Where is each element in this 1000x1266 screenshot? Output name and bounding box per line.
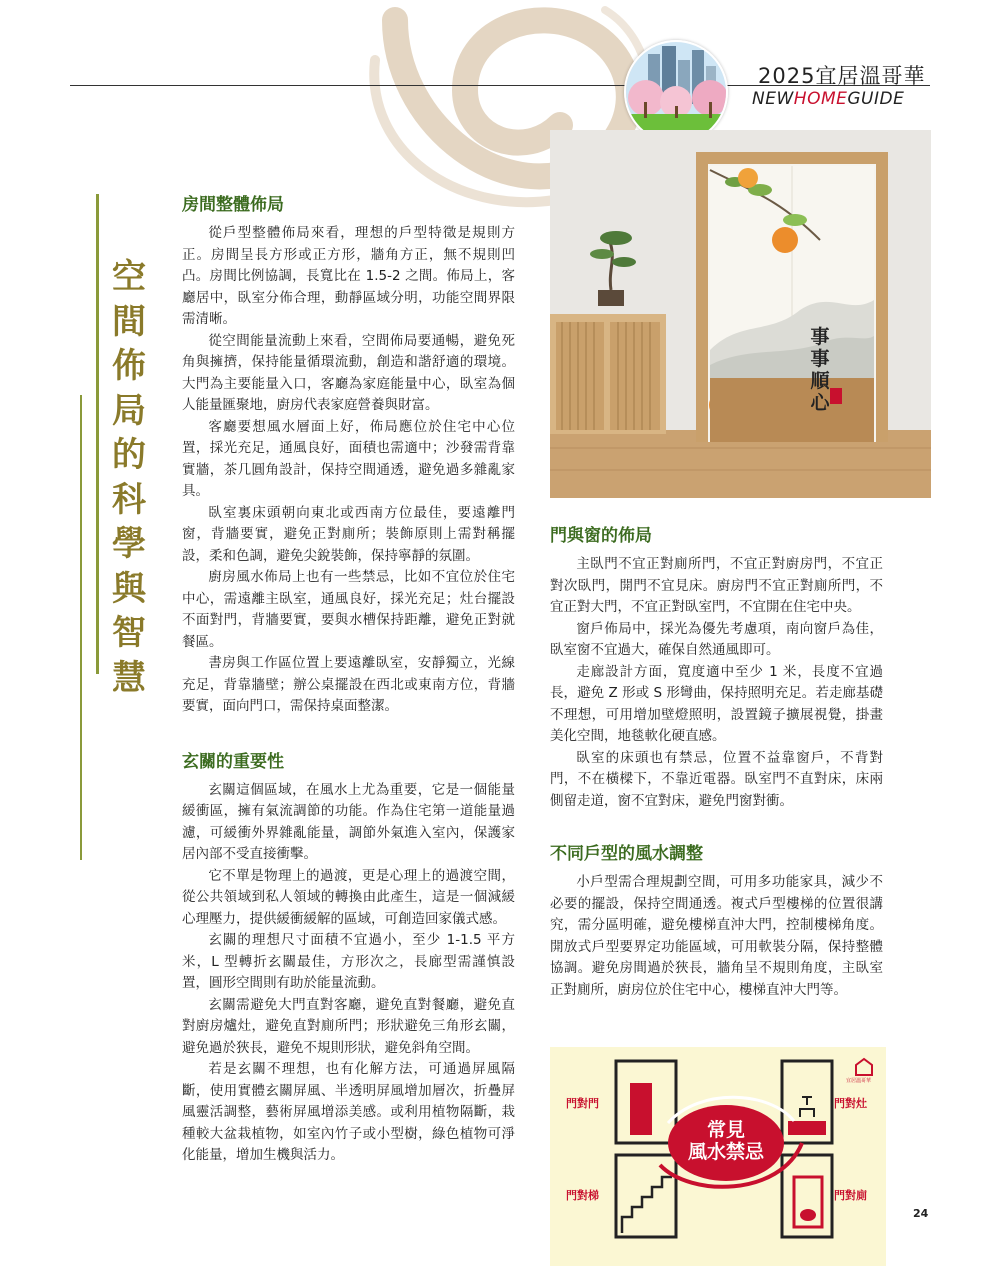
section-title-entrance: 玄關的重要性 [182, 751, 284, 772]
subtitle-home: HOME [793, 89, 848, 109]
paragraph: 玄關的理想尺寸面積不宜過小，至少 1-1.5 平方米，L 型轉折玄關最佳，方形次之，長廊型需謹慎設置，圓形空間則有助於能量流動。 [182, 932, 515, 991]
paragraph: 從戶型整體佈局來看，理想的戶型特徵是規則方正。房間呈長方形或正方形，牆角方正，無不規則凹凸。房間比例協調，長寬比在 1.5-2 之間。佈局上，客廳居中，臥室分佈合理，動靜區域分明，功能空間界限需清晰。 [182, 225, 515, 327]
subtitle-guide: GUIDE [847, 89, 905, 109]
header-city-photo [624, 40, 728, 144]
paragraph: 窗戶佈局中，採光為優先考慮項，南向窗戶為佳，臥室窗不宜過大，確保自然通風即可。 [550, 620, 883, 658]
doorway-curtain-photo [550, 130, 931, 498]
label-door-to-stove: 門對灶 [834, 1097, 867, 1110]
title-char: 空 [112, 257, 146, 297]
section-title-doors-windows: 門與窗的佈局 [550, 526, 652, 546]
diagram-logo-text: 宜居溫哥華 [846, 1078, 872, 1084]
calligraphy-char: 事 [810, 326, 830, 348]
paragraph: 臥室裏床頭朝向東北或西南方位最佳，要遠離門窗，背牆要實，避免正對廁所；裝飾原則上需對稱擺設，柔和色調，避免尖銳裝飾，保持寧靜的氛圍。 [182, 504, 515, 564]
title-char: 慧 [112, 657, 146, 698]
paragraph: 書房與工作區位置上要遠離臥室，安靜獨立，光線充足，背靠牆壁；辦公桌擺設在西北或東南方位，背牆要實，面向門口，需保持桌面整潔。 [182, 655, 515, 714]
paragraph: 廚房風水佈局上也有一些禁忌，比如不宜位於住宅中心，需遠離主臥室，通風良好，採光充足；灶台擺設不面對門，背牆要實，要與水槽保持距離，避免正對就餐區。 [182, 569, 515, 650]
title-char: 局 [112, 390, 146, 431]
paragraph: 若是玄關不理想，也有化解方法，可通過屏風隔斷，使用實體玄關屏風、半透明屏風增加層次，折疊屏風靈活調整，藝術屏風增添美感。或利用植物隔斷，栽種較大盆栽植物，如室內竹子或小型樹，綠色植物可淨化能量，增加生機與活力。 [182, 1061, 515, 1163]
common-taboo-badge [678, 1119, 774, 1163]
calligraphy-char: 順 [810, 370, 830, 392]
title-rule-inner [80, 395, 82, 860]
subtitle-new: NEW [752, 89, 794, 109]
paragraph: 玄關這個區域，在風水上尤為重要，它是一個能量緩衝區，擁有氣流調節的功能。作為住宅第一道能量過濾，可緩衝外界雜亂能量，調節外氣進入室內，保護家居內部不受直接衝擊。 [182, 781, 515, 862]
title-char: 智 [112, 613, 146, 653]
title-char: 的 [112, 435, 146, 475]
section-title-room-layout: 房間整體佈局 [182, 195, 284, 215]
page-number: 24 [913, 1207, 929, 1220]
paragraph: 小戶型需合理規劃空間，可用多功能家具，減少不必要的擺設，保持空間通透。複式戶型樓梯的位置很講究，需分區明確，避免樓梯直沖大門，控制樓梯角度。開放式戶型要界定功能區域，可用軟裝分隔，保持整體協調。避免房間過於狹長，牆角呈不規則角度，主臥室正對廁所，廚房位於住宅中心，樓梯直沖大門等。 [550, 874, 883, 998]
title-char: 佈 [112, 346, 146, 386]
right-text-column [550, 524, 883, 1001]
paragraph: 客廳要想風水層面上好，佈局應位於住宅中心位置，採光充足，通風良好，面積也需適中；沙發需背靠實牆，茶几圓角設計，保持空間通透，避免過多雜亂家具。 [182, 418, 515, 499]
curtain-calligraphy [808, 326, 832, 414]
paragraph: 走廊設計方面，寬度適中至少 1 米，長度不宜過長，避免 Z 形或 S 形彎曲，保持照明充足。若走廊基礎不理想，可用增加壁燈照明，設置鏡子擴展視覺，掛畫美化空間，地毯軟化硬直感。 [550, 663, 883, 744]
section-title-unit-types: 不同戶型的風水調整 [550, 844, 703, 864]
magazine-title: 2025宜居溫哥華 [758, 64, 926, 88]
feng-shui-taboo-diagram [550, 1047, 886, 1266]
badge-line1: 常見 [706, 1119, 745, 1141]
red-door-icon [630, 1083, 652, 1135]
title-char: 與 [112, 568, 146, 609]
label-door-to-door: 門對門 [566, 1097, 599, 1110]
label-door-to-toilet: 門對廁 [834, 1189, 867, 1202]
badge-line2: 風水禁忌 [687, 1141, 764, 1163]
title-char: 科 [112, 479, 146, 520]
paragraph: 從空間能量流動上來看，空間佈局要通暢，避免死角與擁擠，保持能量循環流動，創造和諧舒適的環境。大門為主要能量入口，客廳為家庭能量中心，臥室為個人能量匯聚地，廚房代表家庭營養與財富。 [182, 332, 515, 413]
left-text-column [182, 193, 515, 1167]
title-rule-outer [96, 194, 99, 674]
calligraphy-char: 事 [810, 348, 830, 370]
paragraph: 主臥門不宜正對廁所門，不宜正對廚房門，不宜正對次臥門，開門不宜見床。廚房門不宜正對廁所門，不宜正對大門，不宜正對臥室門，不宜開在住宅中央。 [550, 556, 883, 615]
title-char: 學 [112, 524, 146, 564]
calligraphy-char: 心 [810, 392, 830, 414]
magazine-subtitle [752, 89, 904, 109]
paragraph: 玄關需避免大門直對客廳，避免直對餐廳，避免直對廚房爐灶，避免直對廁所門；形狀避免三角形玄關，避免過於狹長，避免不規則形狀，避免斜角空間。 [182, 996, 515, 1056]
paragraph: 它不單是物理上的過渡，更是心理上的過渡空間，從公共領域到私人領域的轉換由此產生，這是一個減緩心理壓力，提供緩衝緩解的區域，可創造回家儀式感。 [182, 867, 515, 927]
paragraph: 臥室的床頭也有禁忌，位置不益靠窗戶，不背對門，不在橫樑下，不靠近電器。臥室門不直對床，床兩側留走道，窗不宜對床，避免門窗對衝。 [550, 749, 883, 809]
vertical-article-title [108, 255, 150, 700]
title-char: 間 [112, 301, 146, 342]
label-door-to-stairs: 門對梯 [566, 1189, 599, 1202]
